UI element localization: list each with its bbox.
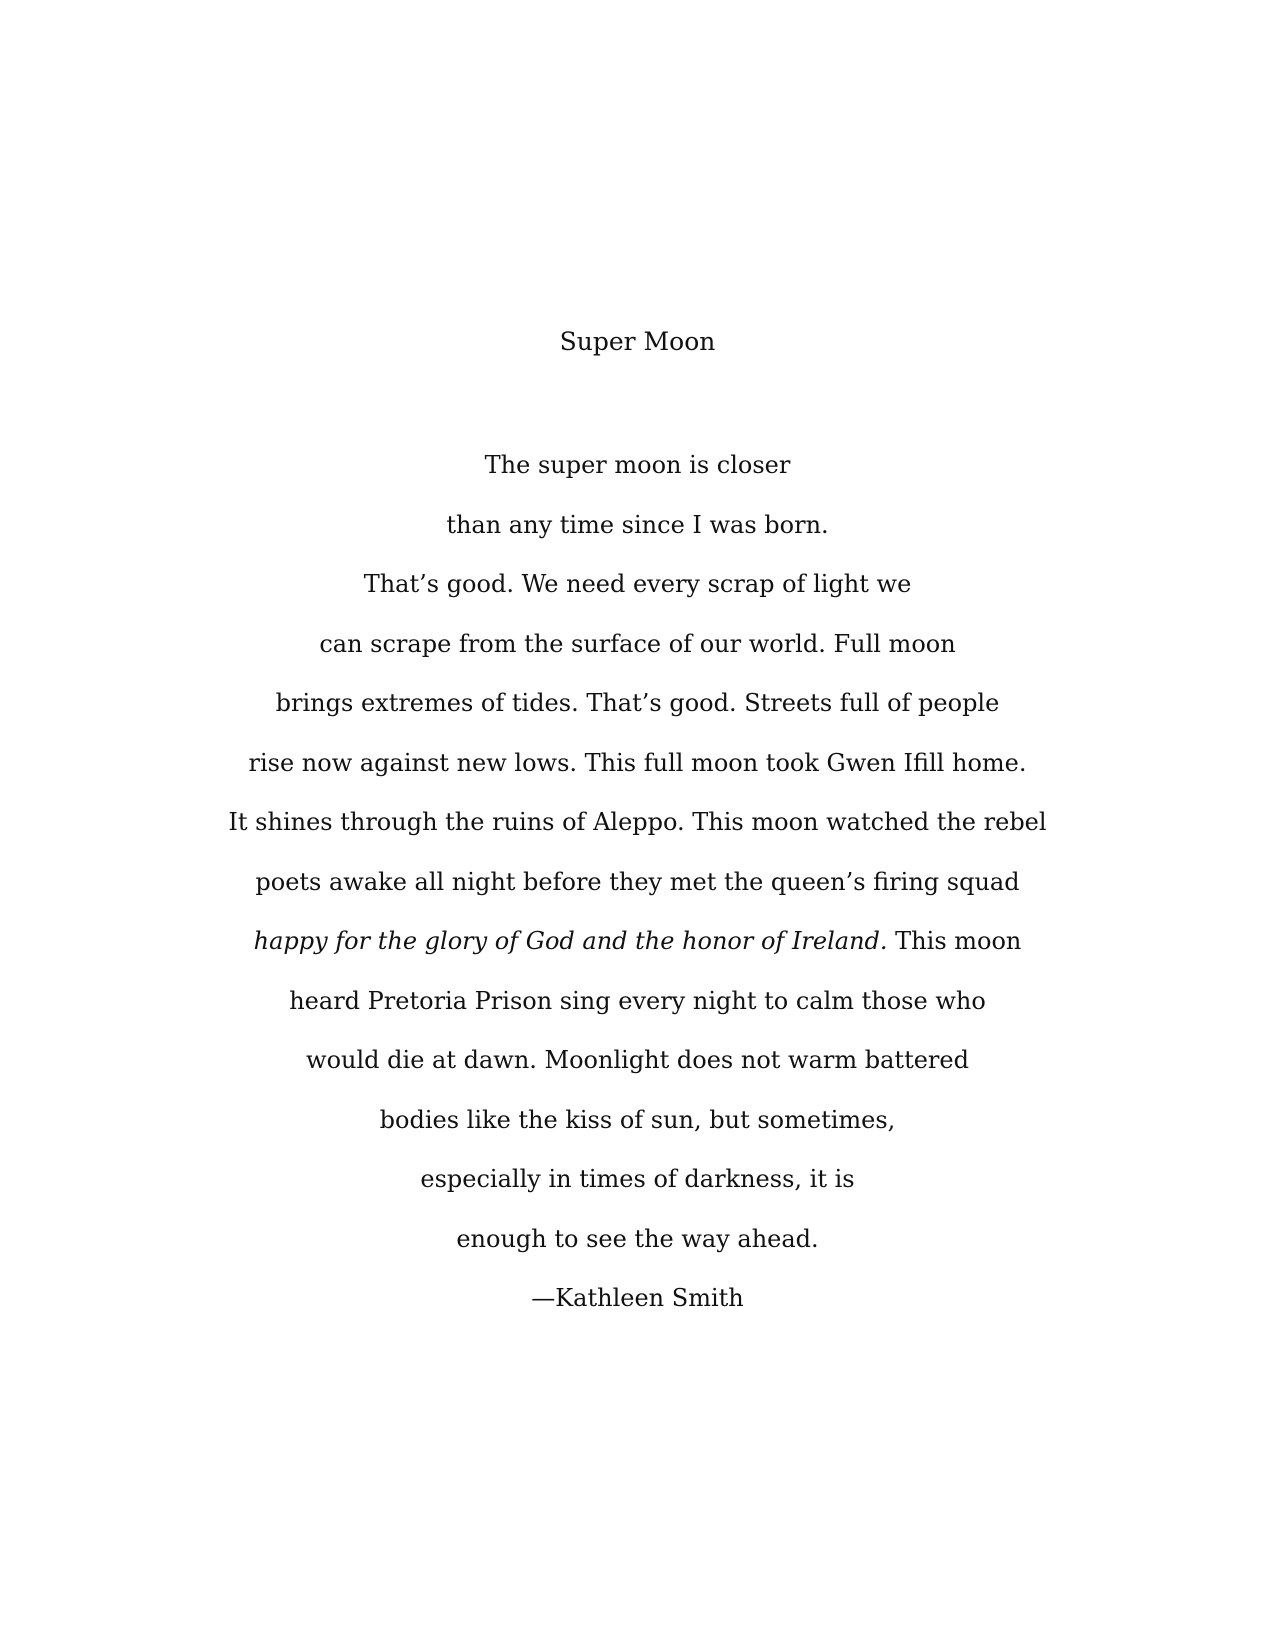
poem-line: enough to see the way ahead. (456, 1224, 819, 1253)
poem-line: It shines through the ruins of Aleppo. This moon watched the rebel (228, 808, 1047, 836)
poem-line: That’s good. We need every scrap of light we (363, 570, 912, 598)
poem-line: brings extremes of tides. That’s good. Streets full of people (275, 689, 1000, 717)
poem-line: especially in times of darkness, it is (420, 1165, 855, 1193)
poem-line: can scrape from the surface of our world. Full moon (319, 629, 956, 658)
poem-line: poets awake all night before they met the queen’s firing squad (255, 867, 1020, 896)
poem-line: than any time since I was born. (446, 510, 829, 539)
poem-line-italic (0, 912, 1275, 972)
poem-line: would die at dawn. Moonlight does not warm battered (306, 1046, 969, 1074)
italic-quote: happy for the glory of God and the honor of Ireland. (253, 927, 888, 955)
poem-body (0, 436, 1275, 1329)
poem-line: bodies like the kiss of sun, but sometimes, (379, 1105, 896, 1134)
italic-line-remainder: This moon (887, 927, 1022, 955)
poem-author: —Kathleen Smith (531, 1284, 744, 1312)
poem-line: rise now against new lows. This full moon took Gwen Ifill home. (248, 748, 1027, 777)
poem-line: heard Pretoria Prison sing every night to calm those who (289, 986, 986, 1015)
poem-title: Super Moon (559, 327, 716, 356)
poem-line: The super moon is closer (484, 451, 791, 479)
